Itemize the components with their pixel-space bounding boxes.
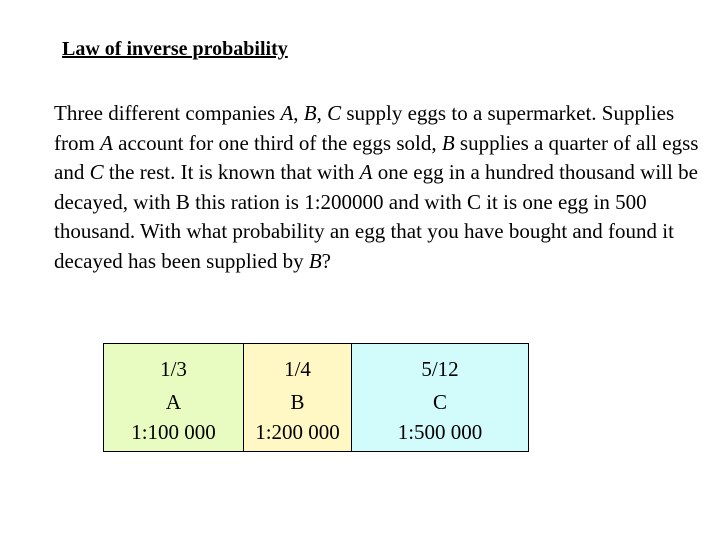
supplier-a-label: A	[165, 390, 182, 414]
supplier-b-label: B	[290, 390, 305, 414]
problem-text: supply eggs to a supermarket. Supplies from	[54, 101, 675, 155]
problem-text: ,	[293, 101, 304, 125]
supplier-a-fraction: 1/3	[160, 357, 187, 381]
supplier-c-cell	[352, 344, 528, 451]
supplier-table	[103, 343, 529, 452]
company-b-ref: B	[441, 130, 455, 155]
supplier-c-ratio: 1:500 000	[397, 420, 483, 444]
supplier-b-ratio: 1:200 000	[255, 420, 340, 444]
company-c-ref: C	[327, 101, 342, 125]
supplier-a-cell	[104, 344, 244, 451]
supplier-b-cell	[244, 344, 352, 451]
company-b-ref: B	[303, 101, 317, 125]
supplier-c-label: C	[432, 390, 447, 414]
company-a-ref: A	[280, 101, 294, 125]
page-title: Law of inverse probability	[62, 38, 288, 60]
problem-text: one egg in a hundred thousand will be decayed, with B this ration is 1:200000 and with C it is one egg in 500 thousand. With what probability an egg that you have bought and found it decayed has been supplied by	[54, 160, 698, 273]
supplier-a-ratio: 1:100 000	[131, 420, 216, 444]
supplier-b-fraction: 1/4	[284, 357, 311, 381]
problem-text: account for one third of the eggs sold,	[112, 130, 442, 155]
company-b-ref: B	[308, 248, 322, 273]
problem-text: Three different companies	[54, 101, 281, 125]
problem-text: ,	[316, 101, 328, 125]
supplier-c-fraction: 5/12	[421, 357, 459, 381]
problem-text: ?	[321, 248, 331, 273]
problem-statement	[54, 99, 704, 276]
company-c-ref: C	[89, 160, 104, 184]
problem-text: the rest. It is known that with	[103, 160, 360, 184]
problem-text: supplies a quarter of all egss and	[54, 130, 699, 184]
company-a-ref: A	[359, 160, 373, 184]
company-a-ref: A	[100, 130, 113, 155]
